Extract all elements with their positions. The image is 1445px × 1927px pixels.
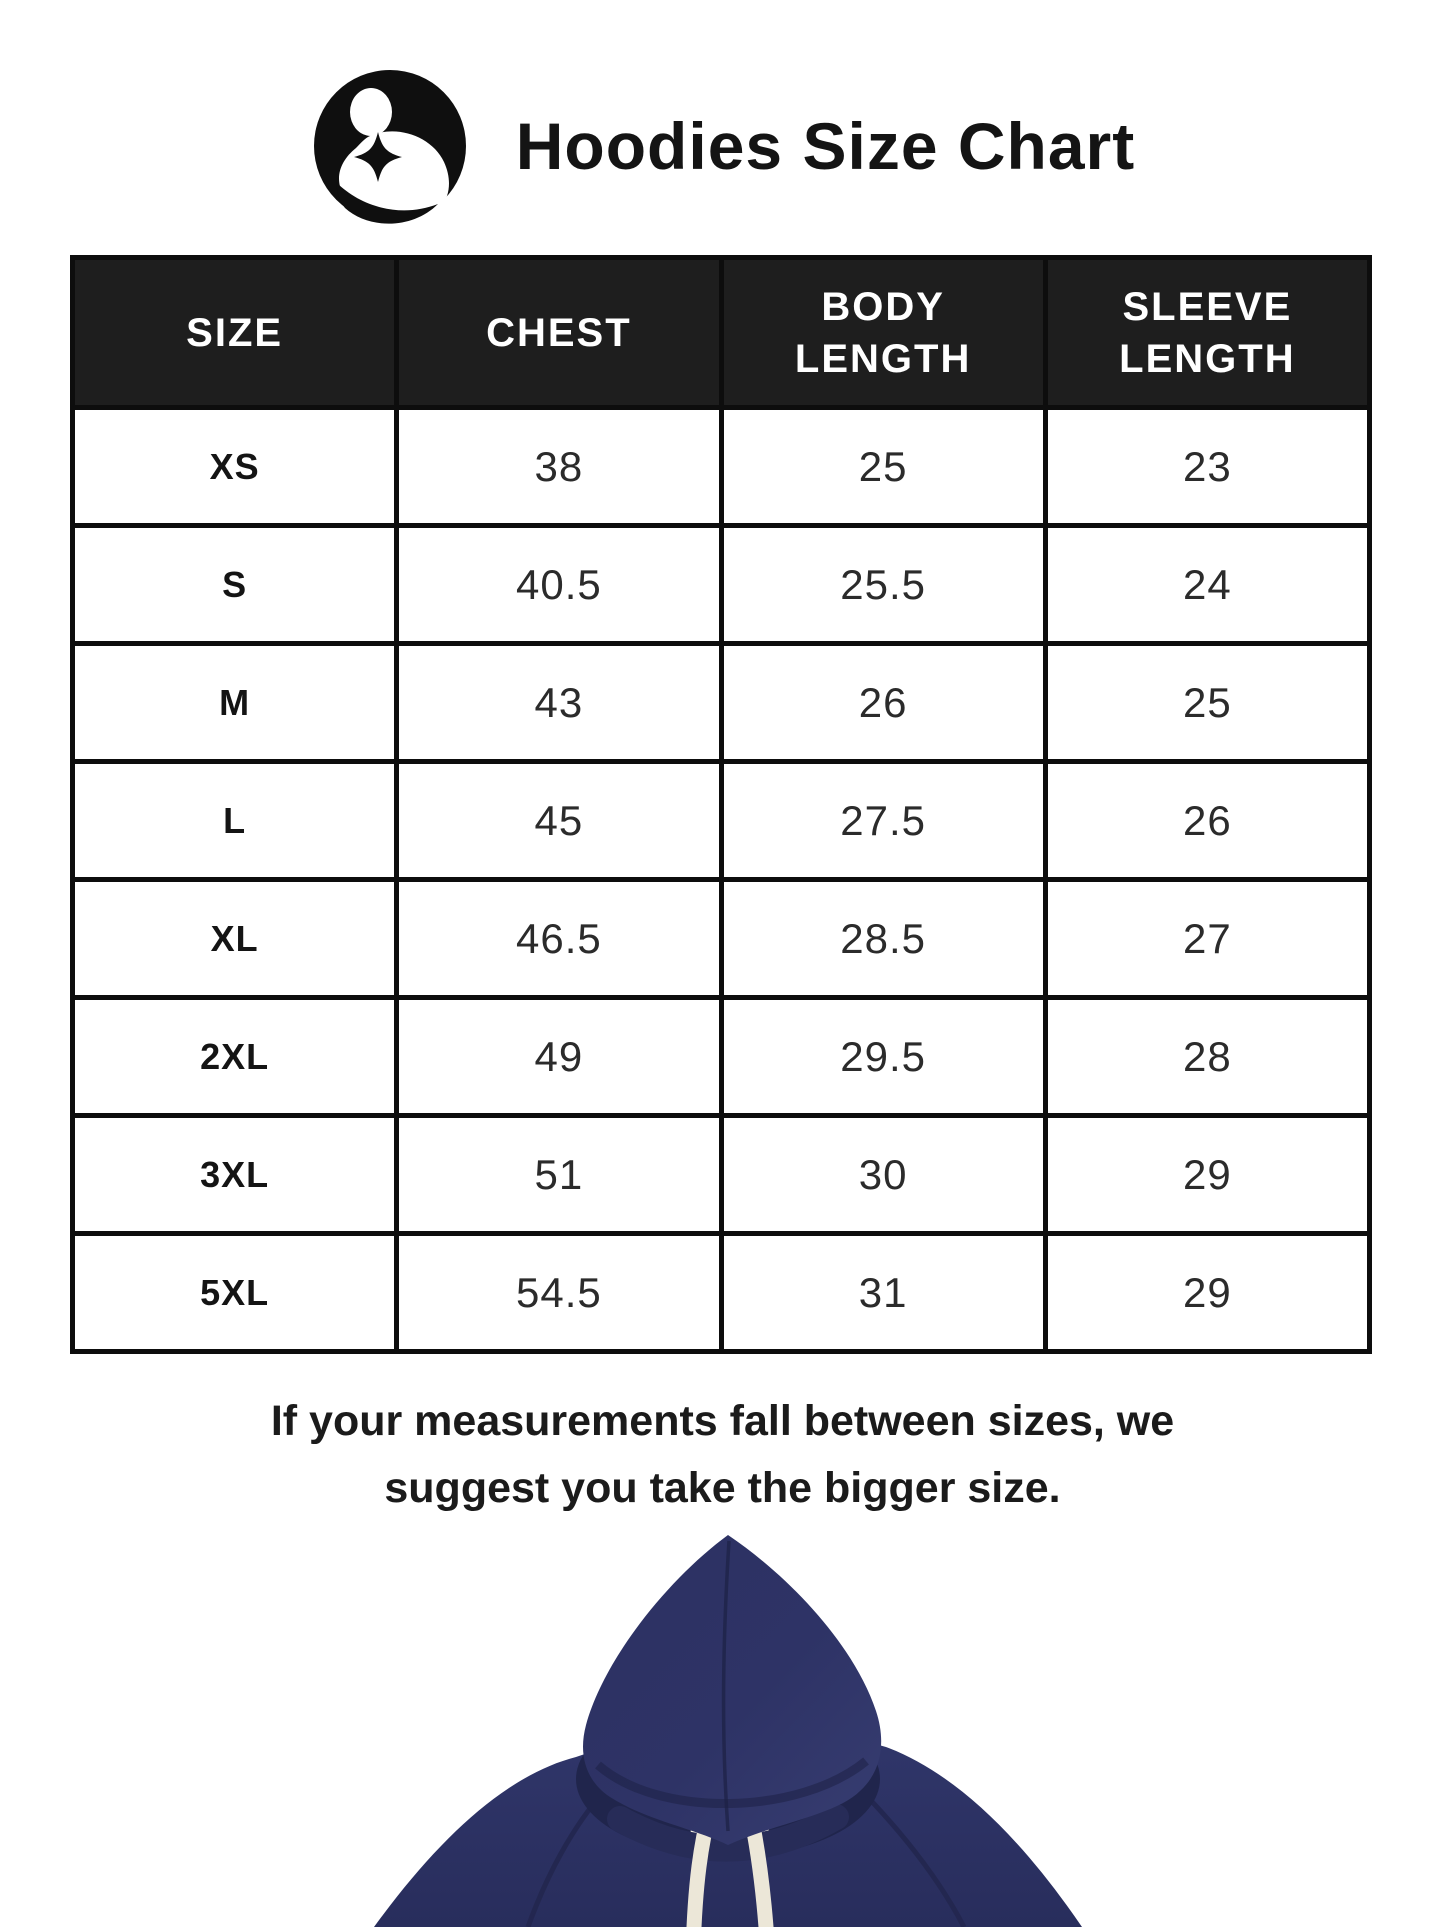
body-length-cell: 28.5 (721, 880, 1045, 998)
size-cell: 2XL (73, 998, 397, 1116)
chest-cell: 38 (397, 408, 721, 526)
size-cell: M (73, 644, 397, 762)
sleeve-length-cell: 25 (1045, 644, 1369, 762)
page-title: Hoodies Size Chart (515, 109, 1136, 183)
chest-cell: 46.5 (397, 880, 721, 998)
size-cell: 3XL (73, 1116, 397, 1234)
chest-cell: 51 (397, 1116, 721, 1234)
table-header (73, 258, 1370, 408)
chest-cell: 40.5 (397, 526, 721, 644)
column-header-size: SIZE (73, 258, 397, 408)
header-row (73, 258, 1370, 408)
size-cell: 5XL (73, 1234, 397, 1352)
body-length-cell: 27.5 (721, 762, 1045, 880)
sizing-note-line-1: If your measurements fall between sizes, we (270, 1397, 1175, 1445)
table-row-l (73, 762, 1370, 880)
sleeve-length-cell: 28 (1045, 998, 1369, 1116)
brand-header (0, 66, 1445, 226)
chest-cell: 45 (397, 762, 721, 880)
sleeve-length-cell: 26 (1045, 762, 1369, 880)
hood-shape (583, 1535, 881, 1845)
table-row-xs (73, 408, 1370, 526)
column-header-chest: CHEST (397, 258, 721, 408)
table-row-2xl (73, 998, 1370, 1116)
chest-cell: 54.5 (397, 1234, 721, 1352)
sleeve-length-cell: 23 (1045, 408, 1369, 526)
column-header-body-length: BODY LENGTH (721, 258, 1045, 408)
size-cell: L (73, 762, 397, 880)
logo-head-shape (350, 88, 392, 136)
sizing-note (0, 1388, 1445, 1521)
table-row-m (73, 644, 1370, 762)
table-row-s (73, 526, 1370, 644)
hoodie-illustration (338, 1527, 1108, 1927)
chest-cell: 49 (397, 998, 721, 1116)
body-length-cell: 31 (721, 1234, 1045, 1352)
brand-logo-icon (310, 66, 470, 226)
sleeve-length-cell: 29 (1045, 1234, 1369, 1352)
hoodie-product-photo (338, 1527, 1108, 1927)
sleeve-length-cell: 29 (1045, 1116, 1369, 1234)
body-length-cell: 29.5 (721, 998, 1045, 1116)
sleeve-length-cell: 27 (1045, 880, 1369, 998)
table-row-3xl (73, 1116, 1370, 1234)
body-length-cell: 25.5 (721, 526, 1045, 644)
body-length-cell: 26 (721, 644, 1045, 762)
column-header-sleeve-length: SLEEVE LENGTH (1045, 258, 1369, 408)
table-row-5xl (73, 1234, 1370, 1352)
sizing-note-line-2: suggest you take the bigger size. (384, 1463, 1061, 1512)
body-length-cell: 30 (721, 1116, 1045, 1234)
chest-cell: 43 (397, 644, 721, 762)
body-length-cell: 25 (721, 408, 1045, 526)
size-cell: XS (73, 408, 397, 526)
sleeve-length-cell: 24 (1045, 526, 1369, 644)
table-row-xl (73, 880, 1370, 998)
size-cell: XL (73, 880, 397, 998)
size-chart-table (70, 255, 1372, 1354)
size-cell: S (73, 526, 397, 644)
